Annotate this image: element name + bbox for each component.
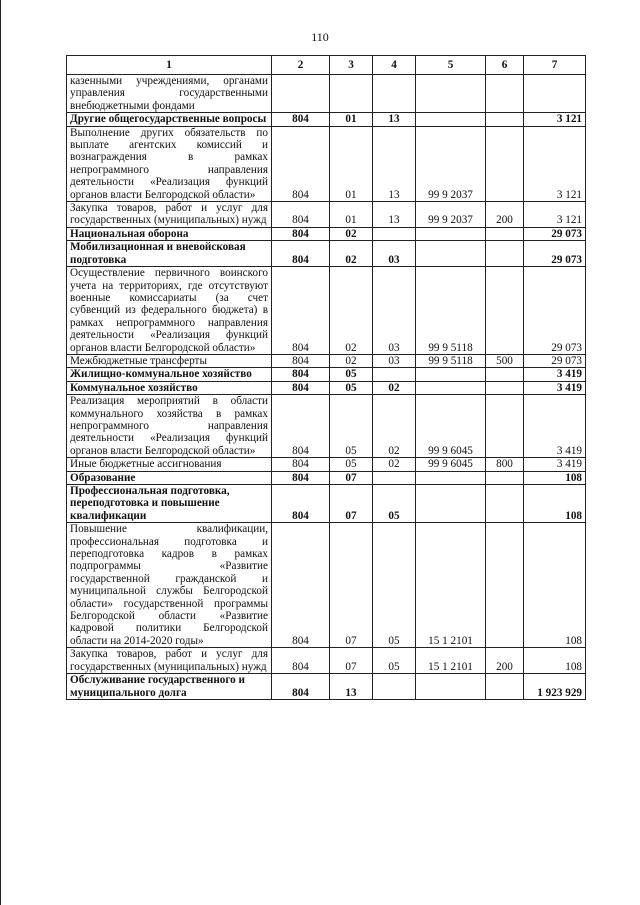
cell-name: Обслуживание государственного и муниципального долга (67, 674, 272, 700)
cell-admin-code: 804 (272, 354, 330, 367)
cell-section: 02 (330, 241, 373, 267)
cell-admin-code: 804 (272, 126, 330, 201)
cell-section: 05 (330, 395, 373, 458)
cell-expense-type: 200 (486, 202, 524, 228)
cell-subsection (373, 368, 416, 381)
cell-expense-type (486, 381, 524, 394)
header-col-6: 6 (486, 56, 524, 75)
cell-target-article (416, 113, 486, 126)
cell-name: Профессиональная подготовка, переподготовка и повышение квалификации (67, 485, 272, 523)
table-row (67, 368, 586, 381)
cell-expense-type (486, 674, 524, 700)
cell-target-article (416, 674, 486, 700)
table-row (67, 227, 586, 240)
cell-subsection: 05 (373, 485, 416, 523)
cell-amount: 29 073 (524, 227, 586, 240)
table-row (67, 458, 586, 471)
cell-target-article (416, 241, 486, 267)
header-col-2: 2 (272, 56, 330, 75)
cell-amount: 29 073 (524, 241, 586, 267)
left-margin-rule (0, 0, 1, 905)
cell-expense-type (486, 395, 524, 458)
cell-section: 07 (330, 523, 373, 648)
table-row (67, 113, 586, 126)
table-row (67, 381, 586, 394)
cell-target-article (416, 485, 486, 523)
cell-section: 07 (330, 485, 373, 523)
cell-subsection: 13 (373, 126, 416, 201)
cell-section: 02 (330, 354, 373, 367)
header-row (67, 56, 586, 75)
cell-admin-code: 804 (272, 674, 330, 700)
cell-name: казенными учреждениями, органами управления государственными внебюджетными фондами (67, 75, 272, 113)
cell-expense-type (486, 485, 524, 523)
budget-table (66, 55, 586, 700)
cell-target-article: 99 9 5118 (416, 354, 486, 367)
header-col-1: 1 (67, 56, 272, 75)
cell-section: 01 (330, 113, 373, 126)
cell-section: 05 (330, 381, 373, 394)
table-row (67, 126, 586, 201)
cell-admin-code (272, 75, 330, 113)
cell-target-article: 15 1 2101 (416, 523, 486, 648)
cell-target-article: 99 9 2037 (416, 202, 486, 228)
cell-subsection: 02 (373, 381, 416, 394)
table-row (67, 674, 586, 700)
cell-admin-code: 804 (272, 471, 330, 484)
cell-admin-code: 804 (272, 227, 330, 240)
cell-name: Иные бюджетные ассигнования (67, 458, 272, 471)
cell-amount (524, 75, 586, 113)
cell-name: Национальная оборона (67, 227, 272, 240)
cell-amount: 29 073 (524, 267, 586, 355)
cell-section: 07 (330, 648, 373, 674)
cell-expense-type (486, 471, 524, 484)
cell-section: 13 (330, 674, 373, 700)
table-row (67, 75, 586, 113)
cell-amount: 108 (524, 648, 586, 674)
cell-expense-type (486, 267, 524, 355)
cell-admin-code: 804 (272, 395, 330, 458)
cell-target-article (416, 471, 486, 484)
cell-target-article: 99 9 6045 (416, 395, 486, 458)
cell-target-article (416, 75, 486, 113)
cell-expense-type (486, 368, 524, 381)
cell-subsection: 03 (373, 241, 416, 267)
cell-amount: 108 (524, 523, 586, 648)
cell-subsection (373, 471, 416, 484)
table-row (67, 395, 586, 458)
cell-subsection (373, 75, 416, 113)
cell-admin-code: 804 (272, 202, 330, 228)
cell-section (330, 75, 373, 113)
cell-amount: 3 121 (524, 202, 586, 228)
cell-name: Закупка товаров, работ и услуг для государственных (муниципальных) нужд (67, 648, 272, 674)
cell-amount: 3 419 (524, 368, 586, 381)
cell-section: 07 (330, 471, 373, 484)
cell-subsection: 02 (373, 458, 416, 471)
cell-subsection (373, 227, 416, 240)
cell-subsection: 03 (373, 267, 416, 355)
cell-amount: 3 419 (524, 381, 586, 394)
cell-name: Закупка товаров, работ и услуг для государственных (муниципальных) нужд (67, 202, 272, 228)
cell-name: Реализация мероприятий в области коммунального хозяйства в рамках непрограммного направления деятельности «Реализация функций органов власти Белгородской области» (67, 395, 272, 458)
cell-amount: 3 419 (524, 395, 586, 458)
cell-section: 02 (330, 227, 373, 240)
cell-subsection: 13 (373, 113, 416, 126)
cell-expense-type (486, 241, 524, 267)
cell-amount: 3 419 (524, 458, 586, 471)
table-row (67, 471, 586, 484)
cell-amount: 3 121 (524, 126, 586, 201)
cell-admin-code: 804 (272, 241, 330, 267)
page-number: 110 (311, 30, 329, 44)
table-body (67, 75, 586, 700)
table-row (67, 241, 586, 267)
cell-target-article: 15 1 2101 (416, 648, 486, 674)
cell-admin-code: 804 (272, 458, 330, 471)
cell-subsection: 03 (373, 354, 416, 367)
cell-name: Образование (67, 471, 272, 484)
table-row (67, 202, 586, 228)
cell-amount: 108 (524, 471, 586, 484)
cell-expense-type (486, 113, 524, 126)
cell-name: Другие общегосударственные вопросы (67, 113, 272, 126)
cell-expense-type (486, 523, 524, 648)
header-col-7: 7 (524, 56, 586, 75)
cell-admin-code: 804 (272, 648, 330, 674)
cell-admin-code: 804 (272, 381, 330, 394)
cell-section: 01 (330, 202, 373, 228)
table-row (67, 648, 586, 674)
cell-section: 05 (330, 458, 373, 471)
cell-admin-code: 804 (272, 368, 330, 381)
cell-section: 02 (330, 267, 373, 355)
cell-target-article: 99 9 2037 (416, 126, 486, 201)
cell-subsection: 02 (373, 395, 416, 458)
header-col-5: 5 (416, 56, 486, 75)
table-row (67, 267, 586, 355)
cell-name: Жилищно-коммунальное хозяйство (67, 368, 272, 381)
cell-name: Осуществление первичного воинского учета на территориях, где отсутствуют военные комиссариаты (за счет субвенций из федерального бюджета) в рамках непрограммного направления деятельности «Реализация функций органов власти Белгородской области» (67, 267, 272, 355)
cell-admin-code: 804 (272, 113, 330, 126)
cell-amount: 1 923 929 (524, 674, 586, 700)
cell-target-article: 99 9 5118 (416, 267, 486, 355)
cell-admin-code: 804 (272, 523, 330, 648)
table-row (67, 523, 586, 648)
cell-expense-type (486, 227, 524, 240)
cell-name: Выполнение других обязательств по выплате агентских комиссий и вознаграждения в рамках непрограммного направления деятельности «Реализация функций органов власти Белгородской области» (67, 126, 272, 201)
cell-target-article (416, 368, 486, 381)
cell-subsection: 05 (373, 523, 416, 648)
cell-section: 01 (330, 126, 373, 201)
cell-subsection: 13 (373, 202, 416, 228)
cell-amount: 3 121 (524, 113, 586, 126)
table-row (67, 485, 586, 523)
cell-amount: 29 073 (524, 354, 586, 367)
cell-name: Повышение квалификации, профессиональная подготовка и переподготовка кадров в рамках подпрограммы «Развитие государственной гражданской и муниципальной службы Белгородской области» государственной программы Белгородской области «Развитие кадровой политики Белгородской области на 2014-2020 годы» (67, 523, 272, 648)
cell-target-article (416, 381, 486, 394)
header-col-3: 3 (330, 56, 373, 75)
cell-admin-code: 804 (272, 267, 330, 355)
cell-admin-code: 804 (272, 485, 330, 523)
cell-target-article: 99 9 6045 (416, 458, 486, 471)
cell-name: Коммунальное хозяйство (67, 381, 272, 394)
cell-subsection: 05 (373, 648, 416, 674)
cell-expense-type: 800 (486, 458, 524, 471)
cell-name: Мобилизационная и вневойсковая подготовка (67, 241, 272, 267)
cell-expense-type (486, 75, 524, 113)
cell-name: Межбюджетные трансферты (67, 354, 272, 367)
cell-expense-type (486, 126, 524, 201)
table-row (67, 354, 586, 367)
cell-amount: 108 (524, 485, 586, 523)
header-col-4: 4 (373, 56, 416, 75)
cell-subsection (373, 674, 416, 700)
cell-target-article (416, 227, 486, 240)
cell-expense-type: 500 (486, 354, 524, 367)
cell-expense-type: 200 (486, 648, 524, 674)
cell-section: 05 (330, 368, 373, 381)
